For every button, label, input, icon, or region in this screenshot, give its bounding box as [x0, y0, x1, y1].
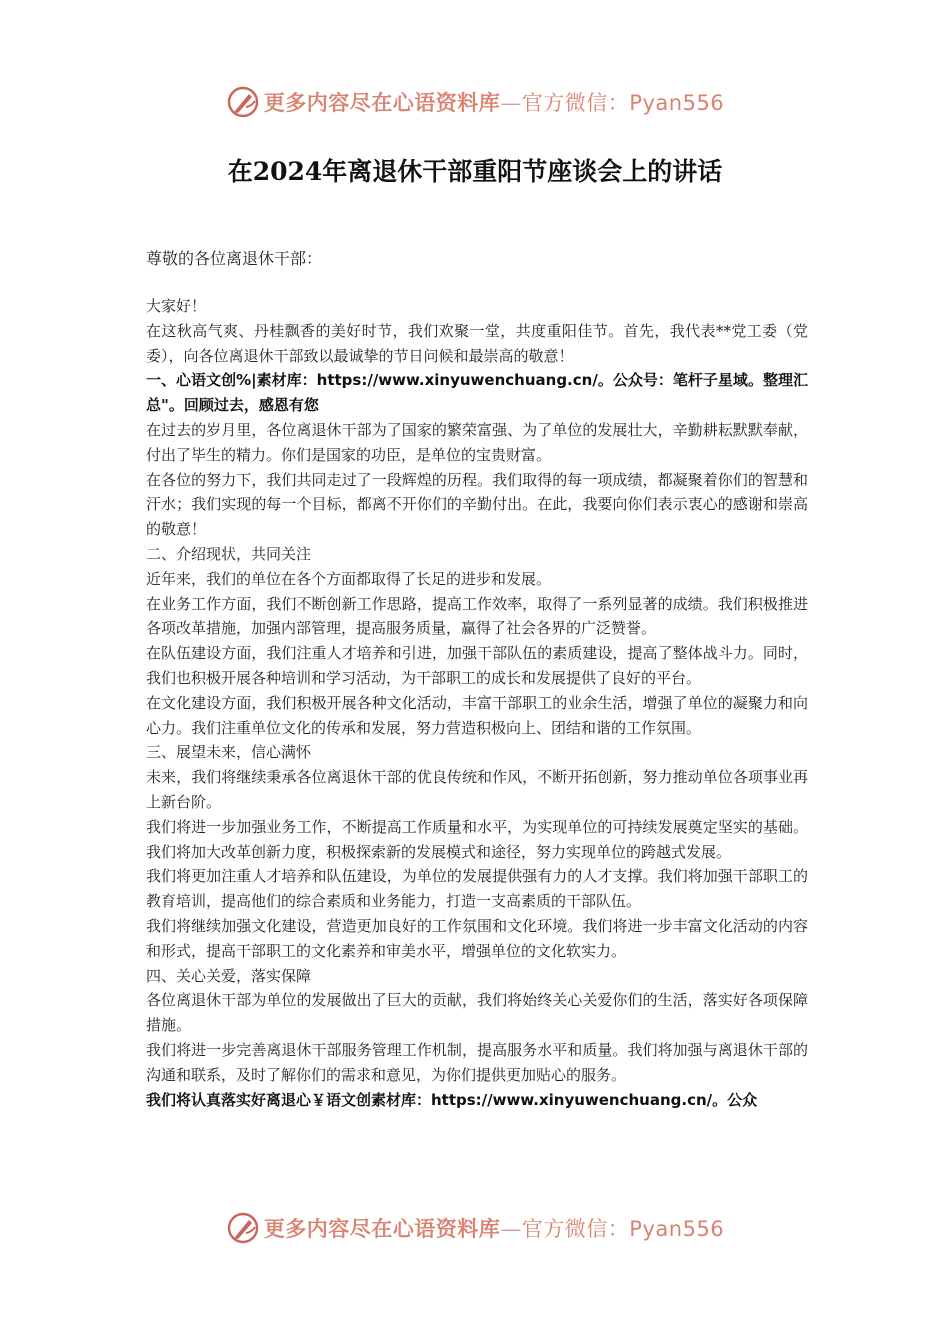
pen-logo-icon [226, 1211, 260, 1245]
paragraph: 在文化建设方面，我们积极开展各种文化活动，丰富干部职工的业余生活，增强了单位的凝聚力和向心力。我们注重单位文化的传承和发展，努力营造积极向上、团结和谐的工作氛围。 [146, 693, 808, 737]
section-heading-3: 三、展望未来，信心满怀 [146, 743, 312, 762]
paragraph: 未来，我们将继续秉承各位离退休干部的优良传统和作风，不断开拓创新，努力推动单位各项事业再上新台阶。 [146, 768, 808, 811]
paragraph: 在这秋高气爽、丹桂飘香的美好时节，我们欢聚一堂，共度重阳佳节。首先，我代表**党工委（党委），向各位离退休干部致以最诚挚的节日问候和最崇高的敬意！ [146, 321, 808, 365]
paragraph: 在过去的岁月里，各位离退休干部为了国家的繁荣富强、为了单位的发展壮大，辛勤耕耘默默奉献，付出了毕生的精力。你们是国家的功臣，是单位的宝贵财富。 [146, 420, 808, 464]
header-banner [0, 82, 950, 122]
banner-text: 更多内容尽在心语资料库—官方微信：Pyan556 [263, 1216, 725, 1241]
paragraph: 我们将继续加强文化建设，营造更加良好的工作氛围和文化环境。我们将进一步丰富文化活动的内容和形式，提高干部职工的文化素养和审美水平，增强单位的文化软实力。 [146, 916, 808, 960]
section-heading-2: 二、介绍现状，共同关注 [146, 544, 312, 563]
paragraph: 在队伍建设方面，我们注重人才培养和引进，加强干部队伍的素质建设，提高了整体战斗力。同时，我们也积极开展各种培训和学习活动，为干部职工的成长和发展提供了良好的平台。 [146, 644, 808, 687]
paragraph-truncated: 我们将认真落实好离退心￥语文创素材库：https://www.xinyuwenchuang.cn/。公众 [146, 1090, 758, 1109]
section-heading-1: 一、心语文创%|素材库：https://www.xinyuwenchuang.cn/。公众号：笔杆子星域。整理汇总"。回顾过去，感恩有您 [146, 371, 808, 415]
paragraph: 我们将进一步完善离退休干部服务管理工作机制，提高服务水平和质量。我们将加强与离退休干部的沟通和联系，及时了解你们的需求和意见，为你们提供更加贴心的服务。 [146, 1040, 808, 1084]
paragraph: 在业务工作方面，我们不断创新工作思路，提高工作效率，取得了一系列显著的成绩。我们积极推进各项改革措施，加强内部管理，提高服务质量，赢得了社会各界的广泛赞誉。 [146, 594, 808, 638]
pen-logo-icon [226, 85, 260, 119]
paragraph: 我们将更加注重人才培养和队伍建设，为单位的发展提供强有力的人才支撑。我们将加强干部职工的教育培训，提高他们的综合素质和业务能力，打造一支高素质的干部队伍。 [146, 867, 808, 911]
section-heading-4: 四、关心关爱，落实保障 [146, 966, 312, 985]
paragraph: 在各位的努力下，我们共同走过了一段辉煌的历程。我们取得的每一项成绩，都凝聚着你们的智慧和汗水；我们实现的每一个目标，都离不开你们的辛勤付出。在此，我要向你们表示衷心的感谢和崇高的敬意！ [146, 470, 808, 539]
document-title: 在2024年离退休干部重阳节座谈会上的讲话 [227, 157, 723, 186]
paragraph: 我们将进一步加强业务工作，不断提高工作质量和水平，为实现单位的可持续发展奠定坚实的基础。我们将加大改革创新力度，积极探索新的发展模式和途径，努力实现单位的跨越式发展。 [146, 817, 808, 861]
paragraph: 近年来，我们的单位在各个方面都取得了长足的进步和发展。 [146, 569, 552, 588]
document-body [146, 294, 808, 1112]
salutation: 尊敬的各位离退休干部： [146, 249, 323, 268]
paragraph-greeting: 大家好！ [146, 297, 207, 315]
footer-banner [0, 1208, 950, 1248]
banner-text: 更多内容尽在心语资料库—官方微信：Pyan556 [263, 90, 725, 115]
paragraph: 各位离退休干部为单位的发展做出了巨大的贡献，我们将始终关心关爱你们的生活，落实好各项保障措施。 [146, 991, 808, 1035]
